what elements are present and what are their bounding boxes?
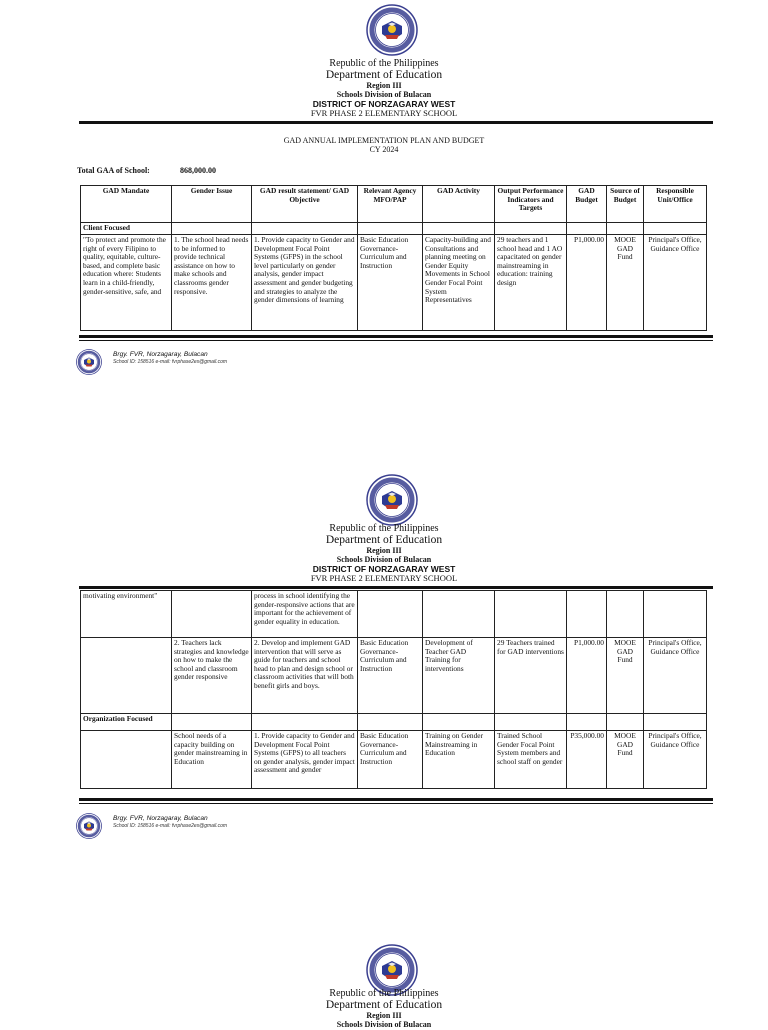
letterhead — [0, 989, 768, 1030]
footer-contact: School ID: 158516 e-mail: fvrphase2es@gmail.com — [113, 359, 228, 365]
cell-objective: 1. Provide capacity to Gender and Development Focal Point Systems (GFPS) to all teachers on gender analysis, gender impact assessment and gender — [252, 731, 358, 789]
cell-budget: P1,000.00 — [567, 638, 607, 714]
cell-source: MOOE GAD Fund — [607, 638, 644, 714]
plan-title-text: GAD ANNUAL IMPLEMENTATION PLAN AND BUDGET — [283, 136, 485, 145]
letterhead — [0, 524, 768, 583]
plan-title — [0, 136, 768, 154]
cell-source: MOOE GAD Fund — [607, 731, 644, 789]
col-header: GAD Budget — [567, 186, 607, 223]
col-header: GAD result statement/ GAD Objective — [252, 186, 358, 223]
cell-mandate: "To protect and promote the right of every Filipino to quality, equitable, culture-based, and complete basic education where: Students learn in a child-friendly, gender-sensitive, safe, and — [81, 235, 172, 331]
gad-plan-table-page-1 — [80, 185, 707, 331]
republic-line: Republic of the Philippines — [329, 988, 439, 999]
cell-unit: Principal's Office, Guidance Office — [644, 235, 707, 331]
table-row — [81, 731, 707, 789]
letterhead — [0, 59, 768, 118]
cell-gender-issue: 2. Teachers lack strategies and knowledge on how to make the school and classroom gender responsive — [172, 638, 252, 714]
school-line: FVR PHASE 2 ELEMENTARY SCHOOL — [310, 573, 458, 583]
cell-budget: P35,000.00 — [567, 731, 607, 789]
cell-output: 29 Teachers trained for GAD interventions — [495, 638, 567, 714]
section-row — [81, 223, 707, 235]
footer-divider — [79, 798, 713, 801]
cell-objective: 2. Develop and implement GAD intervention that will serve as guide for teachers and school head to plan and design school or classroom activities that will both benefit girls and boys. — [252, 638, 358, 714]
footer-text — [113, 815, 227, 829]
table-row — [81, 591, 707, 638]
col-header: Gender Issue — [172, 186, 252, 223]
republic-line: Republic of the Philippines — [329, 58, 439, 69]
cell-mfo: Basic Education Governance-Curriculum and Instruction — [358, 638, 423, 714]
footer-address: Brgy. FVR, Norzagaray, Bulacan — [113, 815, 208, 822]
cell-mandate: motivating environment" — [81, 591, 172, 638]
page-1 — [0, 0, 768, 380]
footer-divider — [79, 335, 713, 338]
footer-seal-logo — [76, 349, 102, 375]
cell-unit: Principal's Office, Guidance Office — [644, 638, 707, 714]
region-line: Region III — [366, 81, 402, 90]
page-3 — [0, 940, 768, 1029]
cell-source: MOOE GAD Fund — [607, 235, 644, 331]
republic-line: Republic of the Philippines — [329, 523, 439, 534]
district-line: DISTRICT OF NORZAGARAY WEST — [312, 564, 456, 574]
section-row — [81, 714, 707, 731]
plan-year: CY 2024 — [369, 145, 399, 154]
department-line: Department of Education — [325, 69, 443, 81]
school-line: FVR PHASE 2 ELEMENTARY SCHOOL — [310, 108, 458, 118]
cell-output: 29 teachers and 1 school head and 1 AO capacitated on gender mainstreaming in education: training design — [495, 235, 567, 331]
deped-seal-logo — [366, 4, 418, 56]
cell-output: Trained School Gender Focal Point System members and school staff on gender — [495, 731, 567, 789]
cell-activity: Capacity-building and Consultations and planning meeting on Gender Equity Movements in School Gender Focal Point System Representatives — [423, 235, 495, 331]
table-row — [81, 638, 707, 714]
footer-text — [113, 351, 227, 365]
district-line: DISTRICT OF NORZAGARAY WEST — [312, 99, 456, 109]
cell-budget: P1,000.00 — [567, 235, 607, 331]
cell-mfo: Basic Education Governance-Curriculum and Instruction — [358, 235, 423, 331]
section-client-focused: Client Focused — [81, 223, 172, 235]
footer-seal-logo — [76, 813, 102, 839]
division-line: Schools Division of Bulacan — [336, 90, 432, 99]
cell-mfo: Basic Education Governance-Curriculum and Instruction — [358, 731, 423, 789]
footer-divider-thin — [79, 803, 713, 804]
total-gaa-value: 868,000.00 — [180, 166, 216, 175]
cell-gender-issue: School needs of a capacity building on gender mainstreaming in Education — [172, 731, 252, 789]
total-gaa-label: Total GAA of School: — [77, 166, 150, 175]
region-line: Region III — [366, 546, 402, 555]
cell-activity: Training on Gender Mainstreaming in Education — [423, 731, 495, 789]
deped-seal-logo — [366, 474, 418, 526]
col-header: Relevant Agency MFO/PAP — [358, 186, 423, 223]
header-divider — [79, 586, 713, 589]
region-line: Region III — [366, 1011, 402, 1020]
footer-address: Brgy. FVR, Norzagaray, Bulacan — [113, 351, 208, 358]
col-header: Source of Budget — [607, 186, 644, 223]
department-line: Department of Education — [325, 534, 443, 546]
col-header: GAD Activity — [423, 186, 495, 223]
section-organization-focused: Organization Focused — [81, 714, 172, 731]
cell-unit: Principal's Office, Guidance Office — [644, 731, 707, 789]
col-header: Output Performance Indicators and Targets — [495, 186, 567, 223]
cell-objective: process in school identifying the gender-responsive actions that are important for the achievement of gender equality in education. — [252, 591, 358, 638]
table-header-row — [81, 186, 707, 223]
gad-plan-table-page-2 — [80, 590, 707, 789]
department-line: Department of Education — [325, 999, 443, 1011]
page-2 — [0, 470, 768, 850]
total-gaa — [77, 166, 216, 175]
col-header: GAD Mandate — [81, 186, 172, 223]
footer-contact: School ID: 158516 e-mail: fvrphase2es@gmail.com — [113, 823, 228, 829]
header-divider — [79, 121, 713, 124]
col-header: Responsible Unit/Office — [644, 186, 707, 223]
cell-activity: Development of Teacher GAD Training for interventions — [423, 638, 495, 714]
cell-objective: 1. Provide capacity to Gender and Development Focal Point Systems (GFPS) in the school level particularly on gender analysis, gender impact assessment and gender budgeting and strategies to analyze the gender dimensions of learning — [252, 235, 358, 331]
table-row — [81, 235, 707, 331]
division-line: Schools Division of Bulacan — [336, 1020, 432, 1029]
cell-gender-issue: 1. The school head needs to be informed to provide technical assistance on how to make schools and classrooms gender responsive. — [172, 235, 252, 331]
division-line: Schools Division of Bulacan — [336, 555, 432, 564]
footer-divider-thin — [79, 340, 713, 341]
